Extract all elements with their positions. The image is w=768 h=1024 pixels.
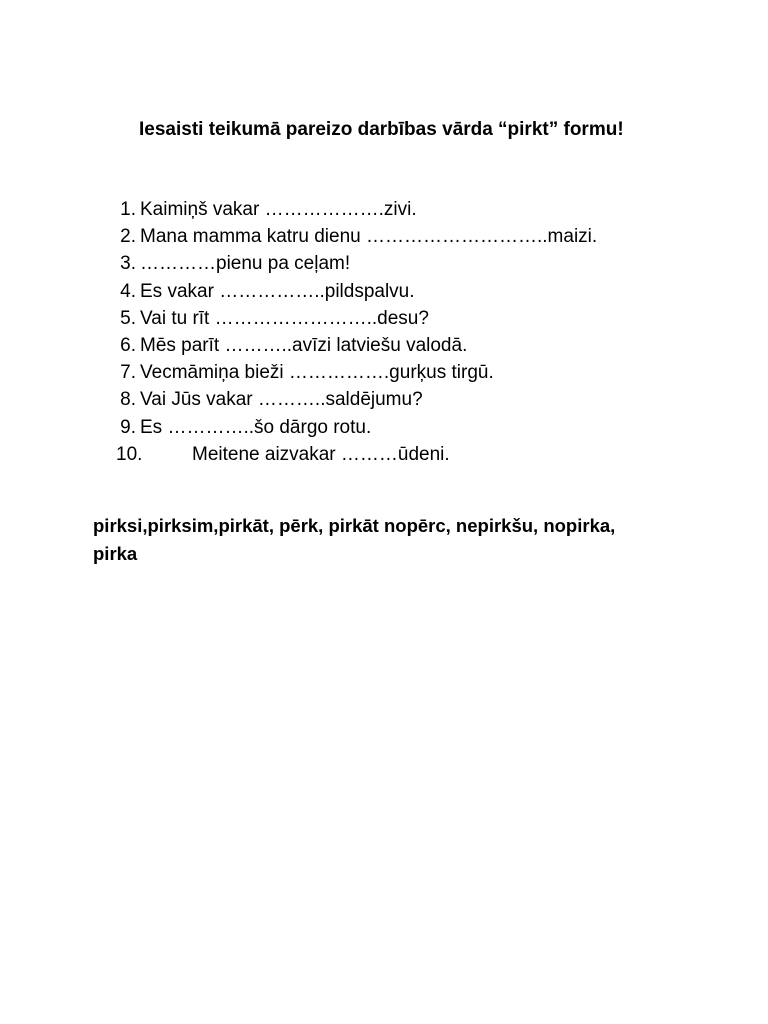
exercise-sentence: …………pienu pa ceļam! [140,253,351,275]
exercise-number: 6. [120,334,136,356]
exercise-number: 2. [120,226,136,248]
exercise-number: 7. [120,362,136,384]
exercise-number: 9. [120,416,136,438]
word-bank: pirksi,pirksim,pirkāt, pērk, pirkāt nopērc, nepirkšu, nopirka, pirka [93,515,616,564]
exercise-item [0,305,768,332]
exercise-item [0,414,768,441]
exercise-item [0,359,768,386]
exercise-instruction: Iesaisti teikumā pareizo darbības vārda “pirkt” formu! [139,119,624,140]
exercise-item [0,332,768,359]
exercise-sentence: Kaimiņš vakar ……………….zivi. [140,199,417,220]
exercise-sentence: Vai Jūs vakar ………..saldējumu? [140,389,423,411]
exercise-sentence: Mana mamma katru dienu ………………………..maizi. [140,226,598,248]
exercise-number: 4. [120,280,136,302]
exercise-sentence: Meitene aizvakar ………ūdeni. [192,443,450,465]
exercise-item [0,250,768,277]
exercise-number: 1. [120,199,136,220]
exercise-sentence: Vai tu rīt ……………………..desu? [140,307,429,329]
exercise-list [0,196,768,468]
exercise-number: 5. [120,307,136,329]
exercise-item [0,278,768,305]
exercise-sentence: Mēs parīt ………..avīzi latviešu valodā. [140,334,468,356]
exercise-sentence: Es vakar ……………..pildspalvu. [140,280,415,302]
exercise-item [0,441,768,468]
exercise-item [0,196,768,223]
exercise-item [0,386,768,413]
exercise-item [0,223,768,250]
exercise-sentence: Vecmāmiņa bieži …………….gurķus tirgū. [140,362,494,384]
exercise-sentence: Es …………..šo dārgo rotu. [140,416,372,438]
exercise-number: 10. [116,443,143,465]
exercise-number: 3. [120,253,136,275]
exercise-number: 8. [120,389,136,411]
